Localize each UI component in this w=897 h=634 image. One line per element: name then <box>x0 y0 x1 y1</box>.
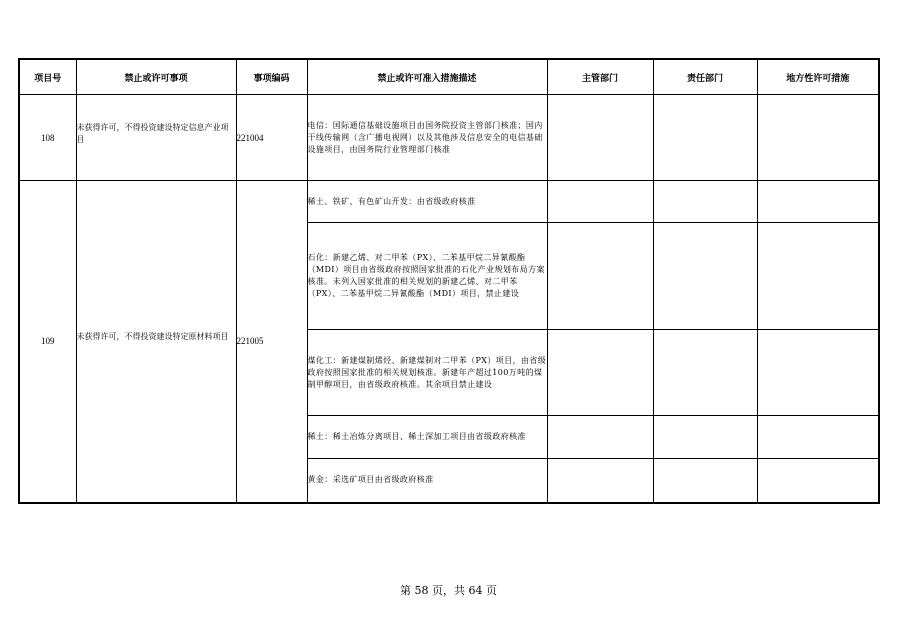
row-measure: 稀土、铁矿、有色矿山开发：由省级政府核准 <box>307 181 547 223</box>
header-local-measures: 地方性许可措施 <box>757 59 879 95</box>
row-responsible-dept <box>653 416 757 459</box>
row-measure: 稀土：稀土冶炼分离项目、稀土深加工项目由省级政府核准 <box>307 416 547 459</box>
row-competent-dept <box>547 181 653 223</box>
row-code: 221005 <box>236 181 307 503</box>
row-competent-dept <box>547 330 653 416</box>
header-item-no: 项目号 <box>19 59 76 95</box>
row-code: 221004 <box>236 95 307 181</box>
table-row <box>19 95 879 181</box>
header-measures: 禁止或许可准入措施描述 <box>307 59 547 95</box>
header-responsible-dept: 责任部门 <box>653 59 757 95</box>
row-responsible-dept <box>653 223 757 330</box>
row-local-measures <box>757 95 879 181</box>
row-id: 109 <box>19 181 76 503</box>
row-competent-dept <box>547 459 653 503</box>
header-row <box>19 59 879 95</box>
page-number: 第 58 页，共 64 页 <box>400 584 497 597</box>
header-item-code: 事项编码 <box>236 59 307 95</box>
row-measure: 石化：新建乙烯、对二甲苯（PX）、二苯基甲烷二异氰酸酯（MDI）项目由省级政府按照国家批准的石化产业规划布局方案核准。未列入国家批准的相关规划的新建乙烯、对二甲苯（PX）、二苯基甲烷二异氰酸酯（MDI）项目，禁止建设 <box>307 223 547 330</box>
table-row <box>19 181 879 223</box>
row-item: 未获得许可，不得投资建设特定信息产业项目 <box>76 95 236 181</box>
row-responsible-dept <box>653 95 757 181</box>
row-competent-dept <box>547 95 653 181</box>
row-responsible-dept <box>653 330 757 416</box>
row-local-measures <box>757 181 879 223</box>
header-competent-dept: 主管部门 <box>547 59 653 95</box>
row-competent-dept <box>547 223 653 330</box>
permit-table <box>18 58 880 504</box>
row-local-measures <box>757 459 879 503</box>
row-local-measures <box>757 416 879 459</box>
row-responsible-dept <box>653 459 757 503</box>
row-measure: 黄金：采选矿项目由省级政府核准 <box>307 459 547 503</box>
row-local-measures <box>757 223 879 330</box>
row-id: 108 <box>19 95 76 181</box>
row-competent-dept <box>547 416 653 459</box>
header-item-name: 禁止或许可事项 <box>76 59 236 95</box>
row-responsible-dept <box>653 181 757 223</box>
row-measure: 煤化工：新建煤制烯烃、新建煤制对二甲苯（PX）项目，由省级政府按照国家批准的相关规划核准。新建年产超过100万吨的煤制甲醇项目，由省级政府核准。其余项目禁止建设 <box>307 330 547 416</box>
row-measure: 电信：国际通信基础设施项目由国务院投资主管部门核准；国内干线传输网（含广播电视网）以及其他涉及信息安全的电信基础设施项目，由国务院行业管理部门核准 <box>307 95 547 181</box>
row-item: 未获得许可，不得投资建设特定原材料项目 <box>76 181 236 503</box>
row-local-measures <box>757 330 879 416</box>
